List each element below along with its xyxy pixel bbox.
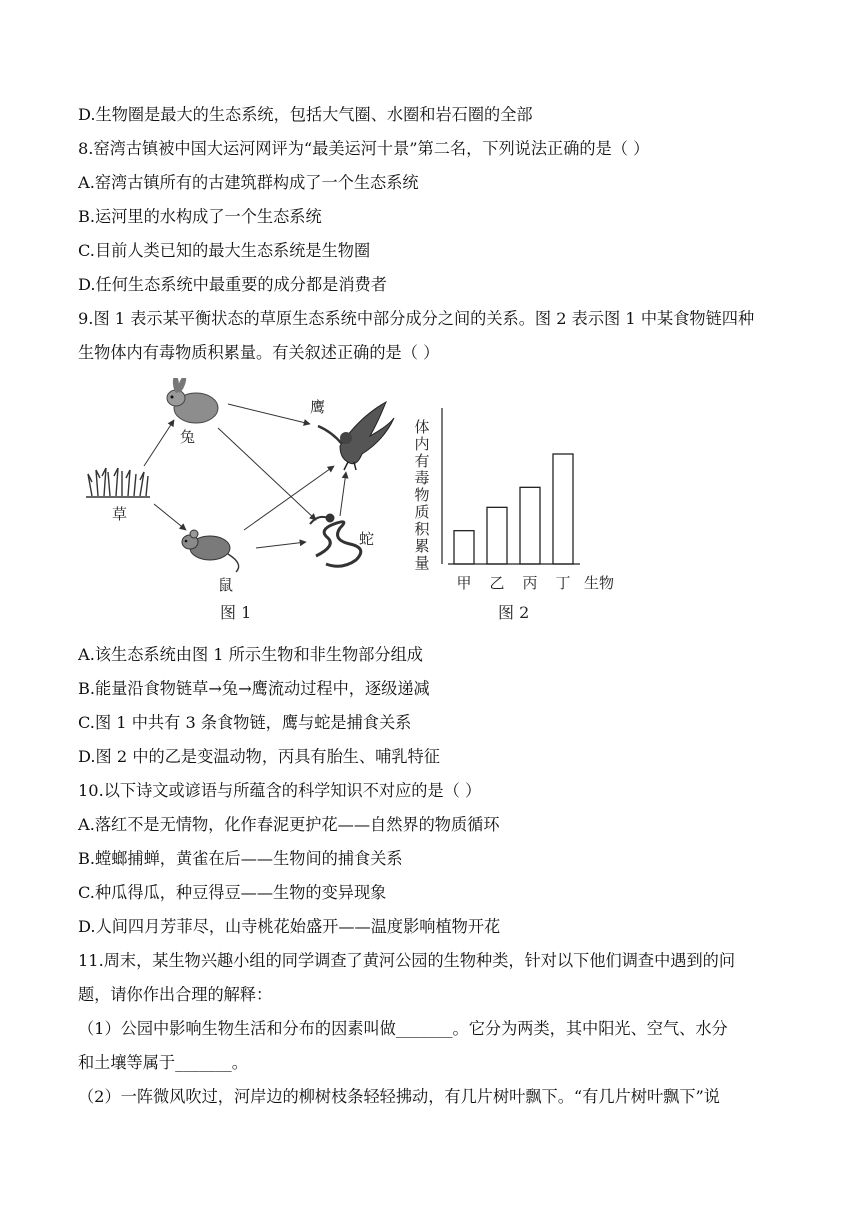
question-9-line-1: 9.图 1 表示某平衡状态的草原生态系统中部分成分之间的关系。图 2 表示图 1 中某食物链四种	[78, 309, 755, 328]
bar-甲	[454, 531, 474, 564]
q9-option-c: C.图 1 中共有 3 条食物链，鹰与蛇是捕食关系	[78, 713, 412, 732]
y-label-char: 量	[414, 554, 430, 572]
grass-label: 草	[112, 505, 128, 523]
y-label-char: 体	[414, 418, 430, 436]
question-9-line-2: 生物体内有毒物质积累量。有关叙述正确的是（ ）	[78, 343, 440, 362]
arrow-mouse-to-snake	[256, 542, 306, 548]
question-11-part-1-line-2: 和土壤等属于_______。	[78, 1053, 248, 1072]
grass-illustration	[86, 468, 150, 497]
q8-option-a: A.窑湾古镇所有的古建筑群构成了一个生态系统	[78, 173, 419, 192]
q10-option-b: B.螳螂捕蝉，黄雀在后——生物间的捕食关系	[78, 849, 403, 868]
q10-option-c: C.种瓜得瓜，种豆得豆——生物的变异现象	[78, 883, 387, 902]
question-9-figures	[78, 378, 638, 628]
rabbit-illustration	[167, 378, 218, 423]
arrow-mouse-to-eagle	[244, 466, 334, 530]
snake-label: 蛇	[359, 530, 375, 548]
q8-option-c: C.目前人类已知的最大生态系统是生物圈	[78, 241, 371, 260]
arrow-grass-to-mouse	[154, 504, 186, 530]
bar-丙	[520, 487, 540, 564]
arrow-grass-to-rabbit	[144, 420, 174, 466]
y-label-char: 累	[414, 537, 430, 555]
question-11-part-2-line-1: （2）一阵微风吹过，河岸边的柳树枝条轻轻拂动，有几片树叶飘下。“有几片树叶飘下”说	[78, 1087, 720, 1106]
question-11-line-2: 题，请你作出合理的解释：	[78, 985, 273, 1004]
x-tick-甲: 甲	[456, 574, 472, 592]
figure-2-caption: 图 2	[498, 603, 530, 622]
eagle-illustration	[318, 402, 394, 470]
arrow-rabbit-to-eagle	[228, 404, 310, 424]
bar-乙	[487, 507, 507, 564]
q10-option-d: D.人间四月芳菲尽，山寺桃花始盛开——温度影响植物开花	[78, 917, 501, 936]
q9-option-a: A.该生态系统由图 1 所示生物和非生物部分组成	[78, 645, 423, 664]
rabbit-label: 兔	[180, 428, 196, 446]
mouse-illustration	[182, 530, 239, 572]
y-label-char: 积	[414, 520, 430, 538]
question-11-line-1: 11.周末，某生物兴趣小组的同学调查了黄河公园的生物种类，针对以下他们调查中遇到的问	[78, 951, 736, 970]
q9-option-d: D.图 2 中的乙是变温动物，丙具有胎生、哺乳特征	[78, 747, 440, 766]
figure-1-caption: 图 1	[220, 603, 252, 622]
x-axis-title: 生物	[584, 574, 615, 592]
x-tick-乙: 乙	[489, 574, 505, 592]
eagle-label: 鹰	[310, 398, 326, 416]
arrow-snake-to-eagle	[340, 472, 346, 516]
snake-illustration	[310, 515, 361, 566]
figure-1	[86, 378, 394, 622]
x-tick-labels	[456, 574, 570, 592]
arrow-rabbit-to-snake	[218, 428, 316, 520]
line-q7-d: D.生物圈是最大的生态系统，包括大气圈、水圈和岩石圈的全部	[78, 105, 533, 124]
question-10: 10.以下诗文或谚语与所蕴含的科学知识不对应的是（ ）	[78, 781, 482, 800]
question-11-part-1-line-1: （1）公园中影响生物生活和分布的因素叫做_______。它分为两类，其中阳光、空气、水分	[78, 1019, 728, 1038]
figure-2	[414, 408, 614, 622]
q9-option-b: B.能量沿食物链草→兔→鹰流动过程中，逐级递减	[78, 679, 430, 698]
y-label-char: 有	[414, 452, 430, 470]
q8-option-d: D.任何生态系统中最重要的成分都是消费者	[78, 275, 387, 294]
y-label-char: 毒	[414, 469, 430, 487]
bars	[454, 454, 573, 564]
question-8: 8.窑湾古镇被中国大运河网评为“最美运河十景”第二名，下列说法正确的是（ ）	[78, 139, 650, 158]
y-label-char: 内	[414, 435, 430, 453]
mouse-label: 鼠	[218, 576, 234, 594]
y-axis-label	[414, 418, 430, 572]
figures-svg	[78, 378, 638, 628]
bar-丁	[553, 454, 573, 564]
q10-option-a: A.落红不是无情物，化作春泥更护花——自然界的物质循环	[78, 815, 500, 834]
y-label-char: 物	[414, 486, 430, 504]
y-label-char: 质	[414, 503, 430, 521]
q8-option-b: B.运河里的水构成了一个生态系统	[78, 207, 322, 226]
x-tick-丁: 丁	[555, 574, 571, 592]
x-tick-丙: 丙	[522, 574, 538, 592]
